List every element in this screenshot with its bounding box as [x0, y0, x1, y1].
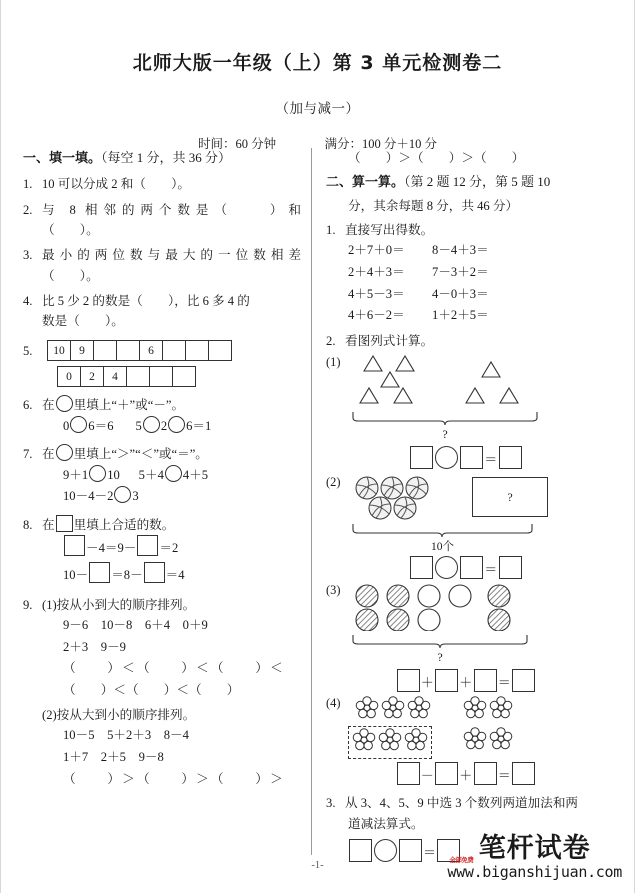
- figure-item-3: [326, 583, 616, 692]
- question-1-number: 1.: [23, 177, 33, 192]
- question-4-number: 4.: [23, 294, 33, 309]
- q7-l1c: 5＋4: [138, 467, 164, 482]
- figure-3-equation[interactable]: ＋ ＋ ＝: [316, 669, 616, 692]
- answer-box[interactable]: [410, 446, 433, 469]
- sequence-cell[interactable]: [186, 341, 209, 361]
- page-title: 北师大版一年级（上）第 3 单元检测卷二: [132, 52, 503, 74]
- number-sequence-table-2[interactable]: [57, 366, 196, 387]
- volleyball-group-container: [354, 475, 464, 526]
- question-6-prompt: [42, 395, 301, 415]
- question-5-number: 5.: [23, 343, 33, 358]
- square-blank-icon[interactable]: [64, 535, 85, 556]
- q6-l1-left: 0: [63, 418, 70, 433]
- question-7-prompt-a: 在: [42, 447, 55, 462]
- volleyball-group-icon: [354, 475, 464, 521]
- figure-4-equation[interactable]: － ＋ ＝: [316, 762, 616, 785]
- answer-box[interactable]: [512, 669, 535, 692]
- brace-icon: [350, 410, 540, 426]
- question-8-prompt-b: 里填上合适的数。: [73, 518, 175, 533]
- arithmetic-problem[interactable]: 2＋7＋0＝: [348, 243, 405, 258]
- arithmetic-problem[interactable]: 4＋5－3＝: [348, 286, 405, 301]
- figure-3-question-mark: ?: [437, 650, 443, 665]
- flower-row-2: [348, 726, 616, 759]
- answer-box[interactable]: [474, 669, 497, 692]
- dashed-selection-box: [348, 726, 432, 759]
- answer-box[interactable]: [399, 839, 422, 862]
- question-3-number: 3.: [23, 248, 33, 263]
- arithmetic-problem[interactable]: 4－0＋3＝: [432, 286, 489, 301]
- sequence-cell[interactable]: 2: [81, 367, 104, 387]
- answer-box[interactable]: [460, 446, 483, 469]
- question-8: [23, 515, 301, 535]
- answer-box[interactable]: [397, 669, 420, 692]
- square-blank-icon[interactable]: [144, 562, 165, 583]
- figure-3-label: (3): [326, 583, 341, 598]
- answer-box[interactable]: [474, 762, 497, 785]
- answer-box[interactable]: [410, 556, 433, 579]
- answer-box[interactable]: [512, 762, 535, 785]
- arithmetic-row: [348, 262, 616, 284]
- operator-circle[interactable]: [435, 446, 458, 469]
- q9-sub2-title: (2)按从大到小的顺序排列。: [42, 707, 196, 722]
- question-3-text: 最小的两位数与最大的一位数相差: [42, 248, 302, 263]
- q8-l1b: ＝2: [159, 541, 179, 556]
- question-2-number: 2.: [23, 202, 33, 217]
- question-6-prompt-a: 在: [42, 398, 55, 413]
- figure-1-brace: [350, 410, 616, 442]
- right-question-2: [326, 331, 616, 351]
- question-7-line-1: [23, 465, 301, 487]
- time-label: 时间：60 分钟: [198, 137, 277, 151]
- q8-l1a: －4＝9－: [86, 541, 137, 556]
- flower-row-1-icon: [354, 696, 544, 720]
- right-q1-title: 直接写出得数。: [345, 222, 434, 237]
- triangle-group-icon: [354, 355, 604, 405]
- disc-group-icon: [354, 583, 529, 631]
- circle-blank-icon[interactable]: [56, 444, 73, 461]
- sequence-cell[interactable]: [94, 341, 117, 361]
- right-q1-number: 1.: [326, 222, 336, 237]
- operator-circle[interactable]: [374, 839, 397, 862]
- sequence-cell[interactable]: [173, 367, 196, 387]
- arithmetic-problem-grid[interactable]: [348, 240, 616, 327]
- score-label: 满分：100 分＋10 分: [324, 137, 437, 151]
- question-3-continued: （ ）。: [42, 268, 99, 283]
- question-7-prompt-b: 里填上“＞”“＜”或“＝”。: [73, 447, 208, 462]
- q9-sub1-items-1: 9－6 10－8 6＋4 0＋9: [63, 618, 208, 633]
- watermark-brand: 笔杆试卷: [478, 833, 591, 864]
- q7-l2a: 10－4－2: [63, 489, 114, 504]
- sequence-cell[interactable]: 4: [104, 367, 127, 387]
- question-8-line-1: [23, 535, 301, 561]
- square-blank-icon[interactable]: [89, 562, 110, 583]
- figure-item-2: [326, 475, 616, 579]
- answer-box[interactable]: [460, 556, 483, 579]
- operator-circle[interactable]: [435, 556, 458, 579]
- question-6-prompt-b: 里填上“＋”或“－”。: [73, 398, 185, 413]
- triangle-group-container: [354, 355, 604, 410]
- watermark-url: www.biganshijuan.com: [447, 863, 622, 881]
- page-number: -1-: [311, 860, 324, 871]
- question-7-line-2: [23, 486, 301, 508]
- arithmetic-problem[interactable]: 2＋4＋3＝: [348, 264, 405, 279]
- circle-blank-icon[interactable]: [114, 486, 131, 503]
- figure-1-equation[interactable]: ＝: [316, 446, 616, 469]
- figure-item-4: [326, 696, 616, 785]
- figure-2-brace-caption: 10个: [431, 541, 455, 554]
- right-question-3: [326, 793, 616, 813]
- right-q3-title-a: 从 3、4、5、9 中选 3 个数列两道加法和两: [345, 796, 578, 811]
- q6-l2-c: 6＝1: [186, 418, 212, 433]
- sequence-cell[interactable]: [127, 367, 150, 387]
- circle-blank-icon[interactable]: [168, 416, 185, 433]
- carryover-answer-line[interactable]: （ ）＞（ ）＞（ ）: [348, 151, 525, 165]
- section-two-note-b: 分，其余每题 8 分，共 46 分）: [348, 198, 519, 213]
- question-2-continued: （ ）。: [42, 222, 99, 237]
- right-q3-number: 3.: [326, 796, 336, 811]
- sequence-cell[interactable]: 10: [48, 341, 71, 361]
- question-7-number: 7.: [23, 447, 33, 462]
- left-column: [1, 148, 311, 855]
- figure-2-brace: [350, 522, 616, 554]
- flower-row-1-container: [354, 696, 544, 725]
- answer-box[interactable]: [349, 839, 372, 862]
- number-sequence-table-1[interactable]: [47, 340, 232, 361]
- q8-l2b: ＝8－: [111, 567, 143, 582]
- question-8-prompt: [42, 515, 301, 535]
- question-4-text: 比 5 少 2 的数是（ ），比 6 多 4 的: [42, 294, 250, 309]
- answer-box[interactable]: [435, 762, 458, 785]
- question-2-text: 与 8 相邻的两个数是（ ）和: [42, 202, 302, 217]
- sequence-cell[interactable]: [150, 367, 173, 387]
- question-6-number: 6.: [23, 398, 33, 413]
- square-blank-icon[interactable]: [56, 515, 73, 532]
- q7-l1b: 10: [107, 467, 120, 482]
- question-9: [23, 595, 301, 615]
- q6-l2-a: 5: [135, 418, 142, 433]
- question-7-prompt: [42, 444, 301, 464]
- arithmetic-row: [348, 305, 616, 327]
- sequence-cell[interactable]: 9: [71, 341, 94, 361]
- square-blank-icon[interactable]: [137, 535, 158, 556]
- disc-group-container: [354, 583, 529, 636]
- circle-blank-icon[interactable]: [56, 395, 73, 412]
- arithmetic-row: [348, 240, 616, 262]
- arithmetic-problem[interactable]: 7－3＋2＝: [432, 264, 489, 279]
- sequence-cell[interactable]: 6: [140, 341, 163, 361]
- question-6-line-1: [23, 416, 301, 438]
- figure-3-brace: [350, 633, 616, 665]
- question-9-sub1-title: (1)按从小到大的顺序排列。: [42, 597, 196, 612]
- q8-l2c: ＝4: [165, 567, 185, 582]
- right-q3-equation[interactable]: ＝: [348, 839, 616, 862]
- sequence-cell[interactable]: 0: [58, 367, 81, 387]
- q8-l2a: 10－: [63, 567, 89, 582]
- circle-blank-icon[interactable]: [143, 416, 160, 433]
- figure-item-1: [326, 355, 616, 469]
- section-two-heading: [326, 172, 616, 193]
- q7-l1a: 9＋1: [63, 467, 89, 482]
- section-one-heading: [23, 148, 301, 169]
- q9-sub1-items-2: 2＋3 9－9: [63, 639, 126, 654]
- answer-box[interactable]: [437, 839, 460, 862]
- figure-2-question-mark: ?: [507, 490, 513, 505]
- question-9-number: 9.: [23, 597, 33, 612]
- question-4-continued: 数是（ ）。: [42, 314, 124, 329]
- right-q2-title: 看图列式计算。: [345, 333, 434, 348]
- question-7: [23, 444, 301, 464]
- brace-icon: [350, 633, 530, 649]
- question-8-prompt-a: 在: [42, 518, 55, 533]
- question-1-text: 10 可以分成 2 和（ ）。: [42, 177, 190, 192]
- unknown-quantity-box: [472, 477, 548, 517]
- question-1: [23, 174, 301, 194]
- answer-box[interactable]: [499, 556, 522, 579]
- answer-box[interactable]: [499, 446, 522, 469]
- question-8-number: 8.: [23, 518, 33, 533]
- circle-blank-icon[interactable]: [70, 416, 87, 433]
- brace-icon: [350, 522, 535, 538]
- q7-l2b: 3: [132, 489, 139, 504]
- figure-1-question-mark: ?: [442, 427, 448, 442]
- sequence-cell[interactable]: [209, 341, 232, 361]
- sequence-cell[interactable]: [163, 341, 186, 361]
- right-q3-title-b: 道减法算式。: [348, 816, 424, 831]
- right-question-1: [326, 220, 616, 240]
- section-one-note: （每空 1 分，共 36 分）: [101, 150, 232, 165]
- watermark-badge: 全部免费: [449, 856, 474, 864]
- q9-sub2-answer-line-1[interactable]: （ ）＞（ ）＞（ ）＞: [63, 771, 285, 786]
- circle-blank-icon[interactable]: [165, 465, 182, 482]
- question-8-line-2: [23, 562, 301, 588]
- answer-box[interactable]: [435, 669, 458, 692]
- figure-1-label: (1): [326, 355, 341, 370]
- q9-sub1-answer-line-2[interactable]: （ ）＜（ ）＜（ ）: [63, 683, 240, 698]
- circle-blank-icon[interactable]: [89, 465, 106, 482]
- question-4: [23, 291, 301, 311]
- flower-row-2-right-icon: [462, 726, 520, 750]
- question-6: [23, 395, 301, 415]
- answer-box[interactable]: [397, 762, 420, 785]
- q6-l2-b: 2: [160, 418, 168, 433]
- q6-l1-right: 6＝6: [88, 418, 114, 433]
- arithmetic-row: [348, 284, 616, 306]
- page-subtitle: （加与减一）: [275, 101, 360, 116]
- flower-row-2-left-icon: [351, 728, 429, 752]
- q9-sub2-items-1: 10－5 5＋2＋3 8－4: [63, 728, 189, 743]
- section-one-title: 一、填一填。: [23, 151, 102, 166]
- q7-l1d: 4＋5: [182, 467, 209, 482]
- arithmetic-problem[interactable]: 1＋2＋5＝: [432, 308, 489, 323]
- arithmetic-problem[interactable]: 8－4＋3＝: [432, 243, 489, 258]
- question-3: [23, 245, 301, 265]
- right-q2-number: 2.: [326, 333, 336, 348]
- section-two-title: 二、算一算。: [326, 175, 405, 191]
- q9-sub2-items-2: 1＋7 2＋5 9－8: [63, 749, 164, 764]
- arithmetic-problem[interactable]: 4＋6－2＝: [348, 308, 405, 323]
- question-2: [23, 200, 301, 220]
- figure-4-label: (4): [326, 696, 341, 711]
- q9-sub1-answer-line-1[interactable]: （ ）＜（ ）＜（ ）＜: [63, 661, 285, 676]
- section-two-note-a: （第 2 题 12 分，第 5 题 10: [404, 174, 551, 190]
- figure-2-label: (2): [326, 475, 341, 490]
- sequence-cell[interactable]: [117, 341, 140, 361]
- figure-2-equation[interactable]: ＝: [316, 556, 616, 579]
